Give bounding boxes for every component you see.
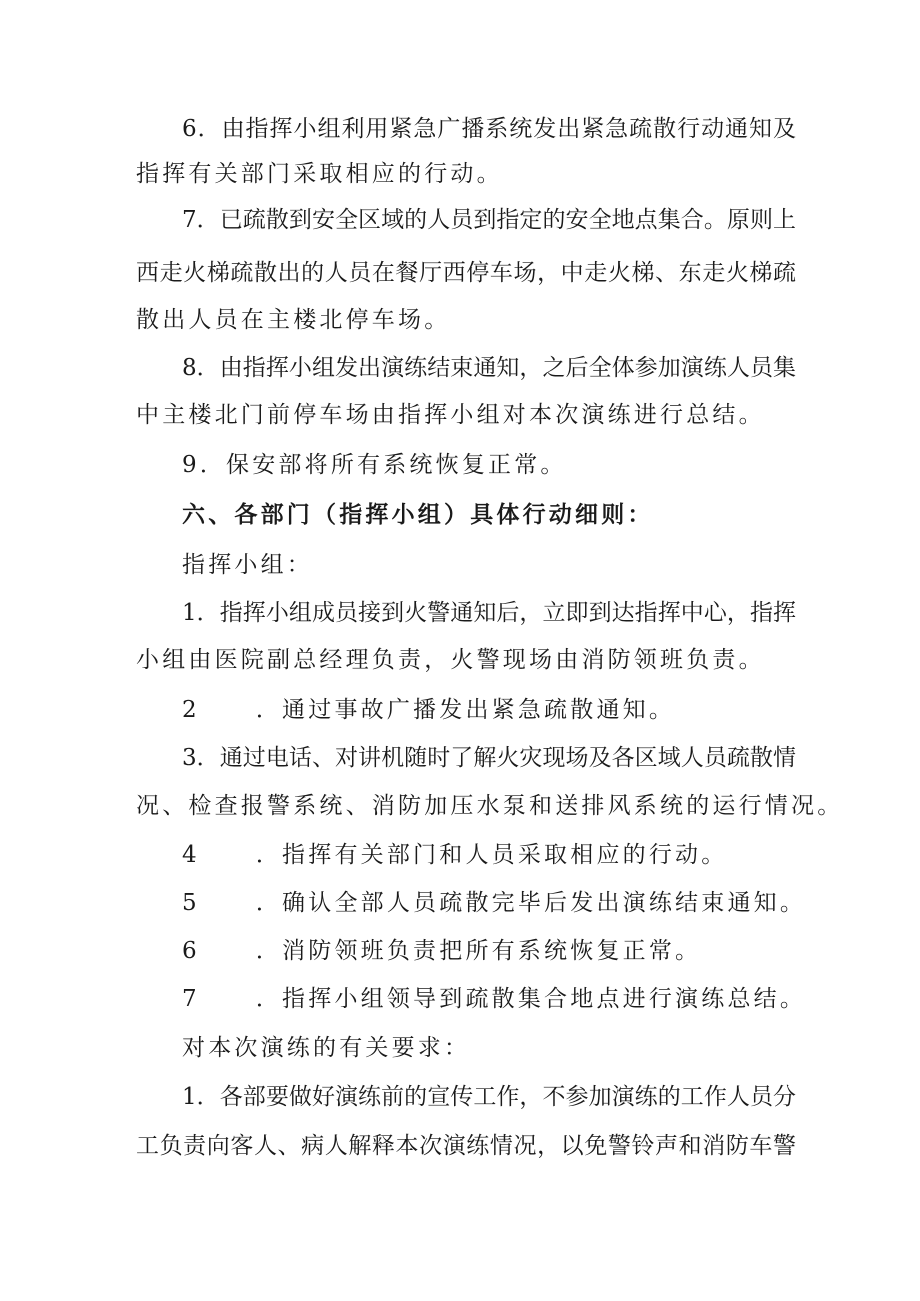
list-item [182,695,796,725]
paragraph-line: 工负责向客人、病人解释本次演练情况，以免警铃声和消防车警 [136,1133,796,1159]
item-number: 6 [182,938,200,964]
item-text: ．确认全部人员疏散完毕后发出演练结束通知。 [255,890,807,916]
paragraph-line: 况、检查报警系统、消防加压水泵和送排风系统的运行情况。 [136,793,844,819]
item-number: 4 [182,842,200,868]
paragraph-line: 西走火梯疏散出的人员在餐厅西停车场，中走火梯、东走火梯疏 [136,260,796,286]
list-item [182,936,796,966]
item-number: 7 [182,986,200,1012]
item-text: ．指挥有关部门和人员采取相应的行动。 [255,842,728,868]
paragraph-line: 散出人员在主楼北停车场。 [136,307,451,333]
item-text: ．通过事故广播发出紧急疏散通知。 [255,697,676,723]
paragraph-line: 中主楼北门前停车场由指挥小组对本次演练进行总结。 [136,402,765,428]
paragraph-line: 小组由医院副总经理负责，火警现场由消防领班负责。 [136,647,765,673]
paragraph-line: 9．保安部将所有系统恢复正常。 [182,452,567,478]
list-item [182,888,807,918]
item-text: ．消防领班负责把所有系统恢复正常。 [255,938,702,964]
paragraph-line: 1．各部要做好演练前的宣传工作，不参加演练的工作人员分 [182,1084,796,1110]
section-heading: 六、各部门（指挥小组）具体行动细则： [182,501,654,528]
item-number: 2 [182,697,200,723]
subheading: 指挥小组： [182,552,313,578]
item-number: 5 [182,890,200,916]
subheading: 对本次演练的有关要求： [182,1035,471,1061]
paragraph-line: 指挥有关部门采取相应的行动。 [136,161,503,187]
paragraph-line: 1．指挥小组成员接到火警通知后，立即到达指挥中心，指挥 [182,600,796,626]
paragraph-line: 8．由指挥小组发出演练结束通知，之后全体参加演练人员集 [182,355,796,381]
list-item [182,984,807,1014]
item-text: ．指挥小组领导到疏散集合地点进行演练总结。 [255,986,807,1012]
paragraph-line: 3．通过电话、对讲机随时了解火灾现场及各区域人员疏散情 [182,745,796,771]
paragraph-line: 7．已疏散到安全区域的人员到指定的安全地点集合。原则上 [182,207,796,233]
list-item [182,840,796,870]
paragraph-line: 6．由指挥小组利用紧急广播系统发出紧急疏散行动通知及 [182,116,796,142]
